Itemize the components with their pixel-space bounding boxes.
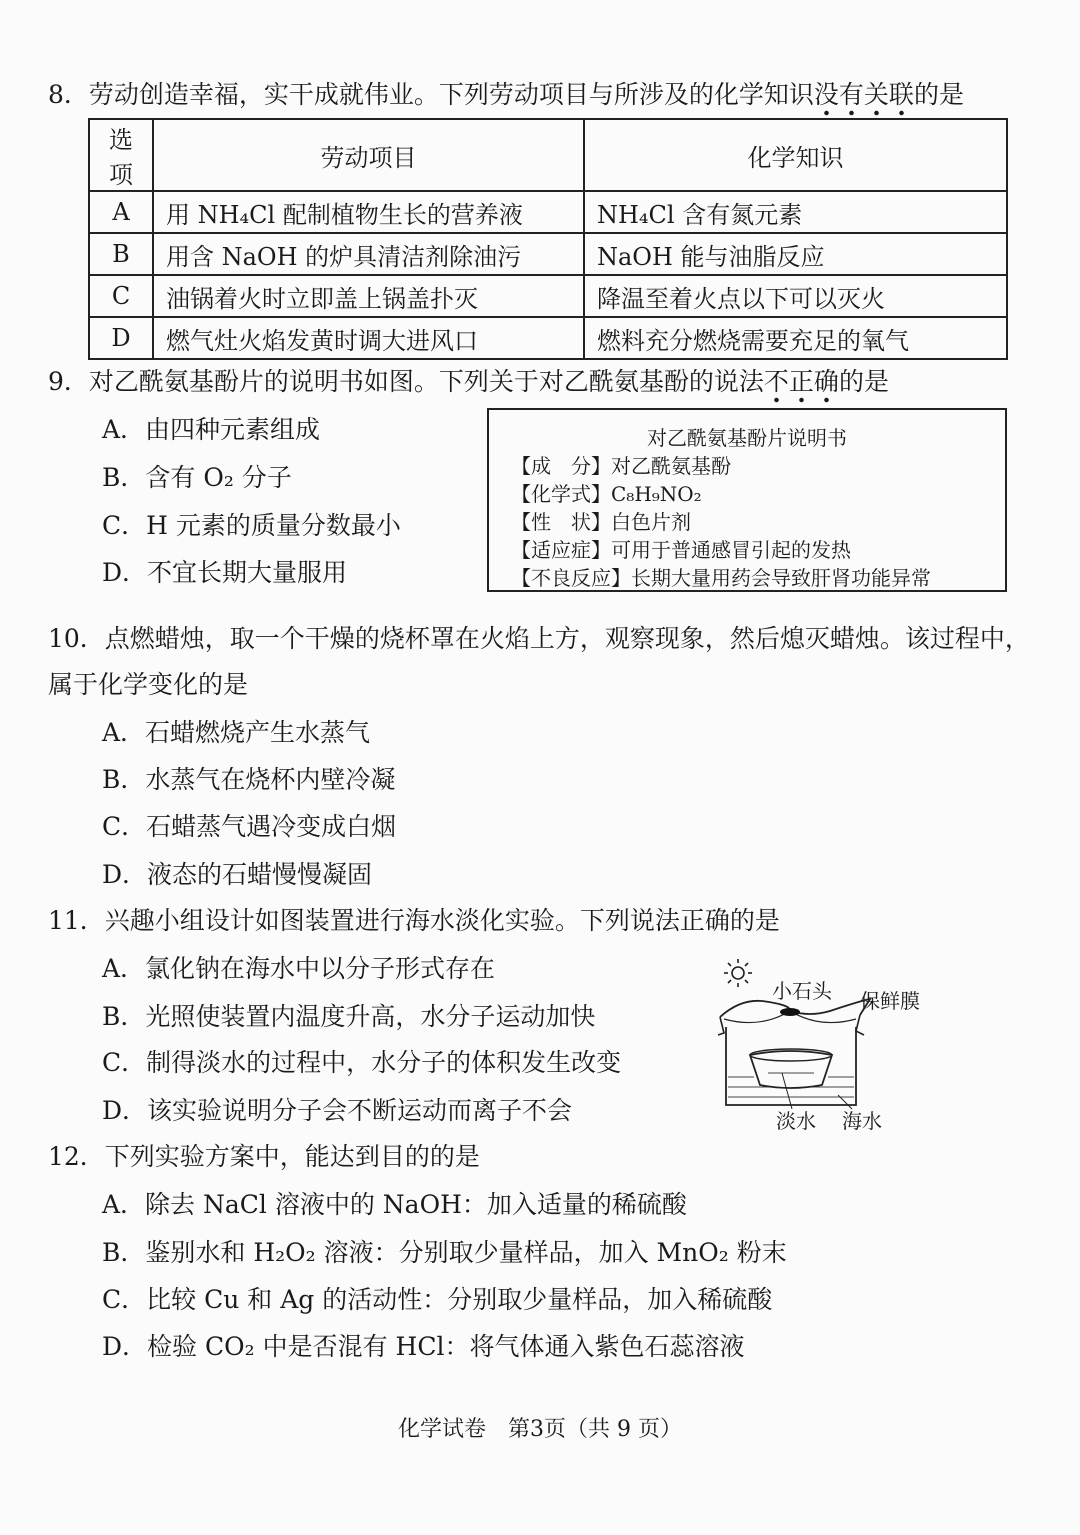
q9-option-c: C．H 元素的质量分数最小 xyxy=(102,511,401,540)
q10-option-b: B．水蒸气在烧杯内壁冷凝 xyxy=(102,765,396,794)
leaflet-value: 白色片剂 xyxy=(611,510,691,534)
q11-option-b: B．光照使装置内温度升高，水分子运动加快 xyxy=(102,1002,596,1031)
label-fresh-water: 淡水 xyxy=(776,1109,816,1133)
bowl xyxy=(750,1051,832,1088)
q8-table xyxy=(88,118,1008,360)
q8-stem xyxy=(48,78,964,112)
sun-icon xyxy=(724,959,752,987)
header-knowledge: 化学知识 xyxy=(584,119,1007,191)
row-option: B xyxy=(89,233,153,275)
leaflet-value: 可用于普通感冒引起的发热 xyxy=(611,538,851,562)
q9-stem-text: 9．对乙酰氨基酚片的说明书如图。下列关于对乙酰氨基酚的说法 xyxy=(48,367,764,396)
leaflet-row xyxy=(511,506,691,535)
leaflet-row xyxy=(511,450,731,479)
q10-stem-line1: 10．点燃蜡烛，取一个干燥的烧杯罩在火焰上方，观察现象，然后熄灭蜡烛。该过程中， xyxy=(48,624,1030,653)
row-labor: 油锅着火时立即盖上锅盖扑灭 xyxy=(153,275,584,317)
q12-option-b: B．鉴别水和 H₂O₂ 溶液：分别取少量样品，加入 MnO₂ 粉末 xyxy=(102,1238,787,1267)
row-labor: 用 NH₄Cl 配制植物生长的营养液 xyxy=(153,191,584,233)
q8-stem-text: 8．劳动创造幸福，实干成就伟业。下列劳动项目与所涉及的化学知识 xyxy=(48,80,814,109)
leaflet-row xyxy=(511,534,851,563)
stone-icon xyxy=(780,1008,800,1016)
q11-option-d: D．该实验说明分子会不断运动而离子不会 xyxy=(102,1096,573,1125)
header-option: 选项 xyxy=(89,119,153,191)
row-labor: 燃气灶火焰发黄时调大进风口 xyxy=(153,317,584,359)
q12-option-d: D．检验 CO₂ 中是否混有 HCl：将气体通入紫色石蕊溶液 xyxy=(102,1332,745,1361)
table-row xyxy=(89,233,1007,275)
table-row xyxy=(89,275,1007,317)
label-film: 保鲜膜 xyxy=(860,989,920,1013)
q10-stem-line2: 属于化学变化的是 xyxy=(48,670,249,699)
leaflet-title: 对乙酰氨基酚片说明书 xyxy=(647,426,847,450)
header-labor: 劳动项目 xyxy=(153,119,584,191)
leaflet-label: 【不良反应】 xyxy=(511,566,631,590)
row-knowledge: 降温至着火点以下可以灭火 xyxy=(584,275,1007,317)
leaflet-value: 长期大量用药会导致肝肾功能异常 xyxy=(631,566,931,590)
q11-option-c: C．制得淡水的过程中，水分子的体积发生改变 xyxy=(102,1048,622,1077)
leaflet-row xyxy=(511,562,931,591)
q12-option-c: C．比较 Cu 和 Ag 的活动性：分别取少量样品，加入稀硫酸 xyxy=(102,1285,773,1314)
leaflet-value: 对乙酰氨基酚 xyxy=(611,454,731,478)
q8-table-header xyxy=(89,119,1007,191)
q11-stem: 11．兴趣小组设计如图装置进行海水淡化实验。下列说法正确的是 xyxy=(48,906,780,935)
page-footer: 化学试卷 第3页（共 9 页） xyxy=(398,1417,682,1442)
q9-stem xyxy=(48,365,889,399)
row-knowledge: 燃料充分燃烧需要充足的氧气 xyxy=(584,317,1007,359)
q9-stem-emphasis: 不正确 xyxy=(764,367,839,404)
q12-stem: 12．下列实验方案中，能达到目的的是 xyxy=(48,1142,480,1171)
q12-option-a: A．除去 NaCl 溶液中的 NaOH：加入适量的稀硫酸 xyxy=(102,1190,687,1219)
leaflet-value: C₈H₉NO₂ xyxy=(611,482,702,506)
label-sea-water: 海水 xyxy=(842,1109,882,1133)
q9-option-a: A．由四种元素组成 xyxy=(102,415,321,444)
drug-leaflet xyxy=(487,408,1007,592)
row-option: D xyxy=(89,317,153,359)
leaflet-label: 【适应症】 xyxy=(511,538,611,562)
leaflet-label: 【化学式】 xyxy=(511,482,611,506)
q11-option-a: A．氯化钠在海水中以分子形式存在 xyxy=(102,954,496,983)
q8-stem-emphasis: 没有关联 xyxy=(814,80,914,117)
row-knowledge: NaOH 能与油脂反应 xyxy=(584,233,1007,275)
label-stone: 小石头 xyxy=(772,979,832,1003)
q8-stem-tail: 的是 xyxy=(913,80,964,109)
desalination-figure xyxy=(710,955,940,1140)
table-row xyxy=(89,191,1007,233)
q10-option-d: D．液态的石蜡慢慢凝固 xyxy=(102,860,373,889)
row-option: C xyxy=(89,275,153,317)
row-knowledge: NH₄Cl 含有氮元素 xyxy=(584,191,1007,233)
q9-option-b: B．含有 O₂ 分子 xyxy=(102,463,292,492)
leaflet-label: 【成 分】 xyxy=(511,454,611,478)
q10-option-c: C．石蜡蒸气遇冷变成白烟 xyxy=(102,812,397,841)
leaflet-row xyxy=(511,478,702,507)
table-row xyxy=(89,317,1007,359)
q9-stem-tail: 的是 xyxy=(838,367,889,396)
leaflet-label: 【性 状】 xyxy=(511,510,611,534)
row-option: A xyxy=(89,191,153,233)
q9-option-d: D．不宜长期大量服用 xyxy=(102,558,348,587)
row-labor: 用含 NaOH 的炉具清洁剂除油污 xyxy=(153,233,584,275)
q10-option-a: A．石蜡燃烧产生水蒸气 xyxy=(102,718,371,747)
